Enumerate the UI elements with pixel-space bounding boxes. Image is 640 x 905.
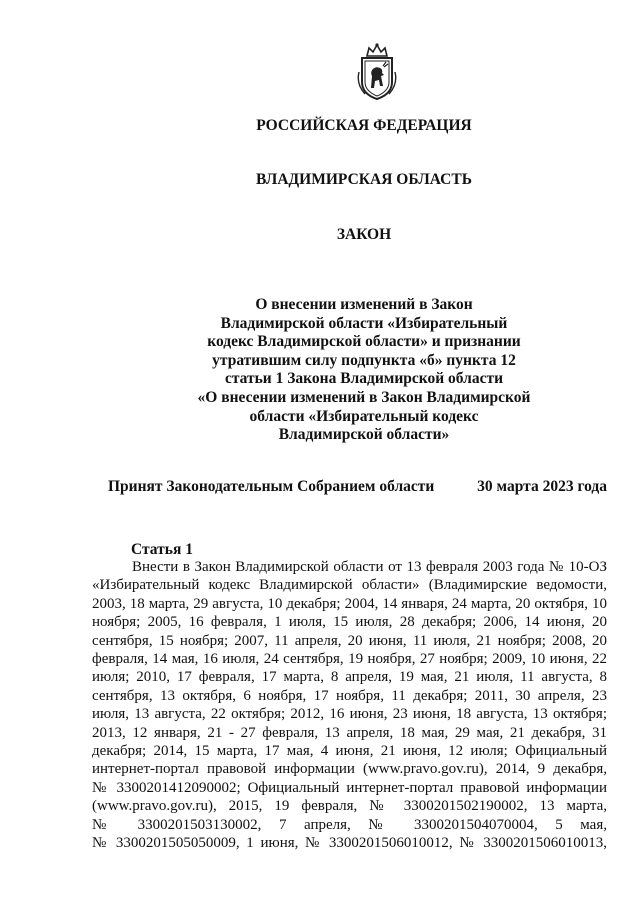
law-title-line: Владимирской области «Избирательный: [220, 314, 508, 332]
article-line: № 3300201503130002, 7 апреля, № 3300201504070004, 5 мая,: [92, 816, 607, 833]
article-line: 2013, 12 января, 21 - 27 февраля, 13 апреля, 18 мая, 29 мая, 21 декабря, 31: [92, 724, 607, 741]
adoption-date: 30 марта 2023 года: [477, 478, 607, 495]
law-title-line: утратившим силу подпункта «б» пункта 12: [212, 351, 516, 369]
law-title-line: «О внесении изменений в Закон Владимирской: [197, 388, 531, 406]
region-heading: ВЛАДИМИРСКАЯ ОБЛАСТЬ: [256, 171, 472, 188]
law-title-line: О внесении изменений в Закон: [255, 296, 473, 313]
article-line: февраля, 14 мая, 16 июля, 24 сентября, 19 ноября, 27 ноября; 2009, 10 июня, 22: [92, 651, 607, 668]
document-type-heading: ЗАКОН: [336, 226, 392, 243]
article-line: «Избирательный кодекс Владимирской области» (Владимирские ведомости,: [92, 577, 607, 594]
law-title-line: области «Избирательный кодекс: [249, 407, 479, 425]
article-line: (www.pravo.gov.ru), 2015, 19 февраля, № 3300201502190002, 13 марта,: [92, 798, 607, 815]
article-line: 2003, 18 марта, 29 августа, 10 декабря; 2004, 14 января, 24 марта, 20 октября, 10: [92, 595, 607, 612]
article-line: интернет-портал правовой информации (www.pravo.gov.ru), 2014, 9 декабря,: [92, 761, 607, 778]
article-body: [92, 558, 607, 853]
article-line: июля; 2010, 17 февраля, 17 марта, 8 апреля, 19 мая, 21 июля, 11 августа, 8: [92, 669, 607, 686]
adoption-statement: Принят Законодательным Собранием области: [108, 478, 435, 495]
article-line: июля, 13 августа, 22 октября; 2012, 16 июня, 23 июня, 18 августа, 13 октября;: [92, 706, 607, 723]
article-line: сентября, 15 ноября; 2007, 11 апреля, 20 июня, 11 июля, 21 ноября; 2008, 20: [92, 632, 607, 649]
article-line: декабря; 2014, 15 марта, 17 мая, 4 июня, 21 июня, 12 июля; Официальный: [92, 743, 607, 760]
coat-of-arms-icon: [353, 42, 401, 102]
law-title: [175, 296, 553, 445]
law-title-line: Владимирской области»: [278, 426, 450, 444]
article-line: № 3300201412090002; Официальный интернет-портал правовой информации: [92, 779, 607, 796]
law-title-line: статьи 1 Закона Владимирской области: [224, 370, 504, 388]
country-heading: РОССИЙСКАЯ ФЕДЕРАЦИЯ: [256, 117, 472, 134]
article-line: сентября, 13 октября, 6 ноября, 17 ноября, 11 декабря; 2011, 30 апреля, 23: [92, 687, 607, 704]
article-heading: Статья 1: [131, 541, 193, 558]
article-line: ноября; 2005, 16 февраля, 1 июля, 15 июля, 28 декабря; 2006, 14 июня, 20: [92, 614, 607, 631]
law-title-line: кодекс Владимирской области» и признании: [207, 333, 521, 351]
article-line: № 3300201505050009, 1 июня, № 3300201506010012, № 3300201506010013,: [92, 835, 607, 852]
article-line: Внести в Закон Владимирской области от 13 февраля 2003 года № 10-ОЗ: [132, 559, 607, 575]
